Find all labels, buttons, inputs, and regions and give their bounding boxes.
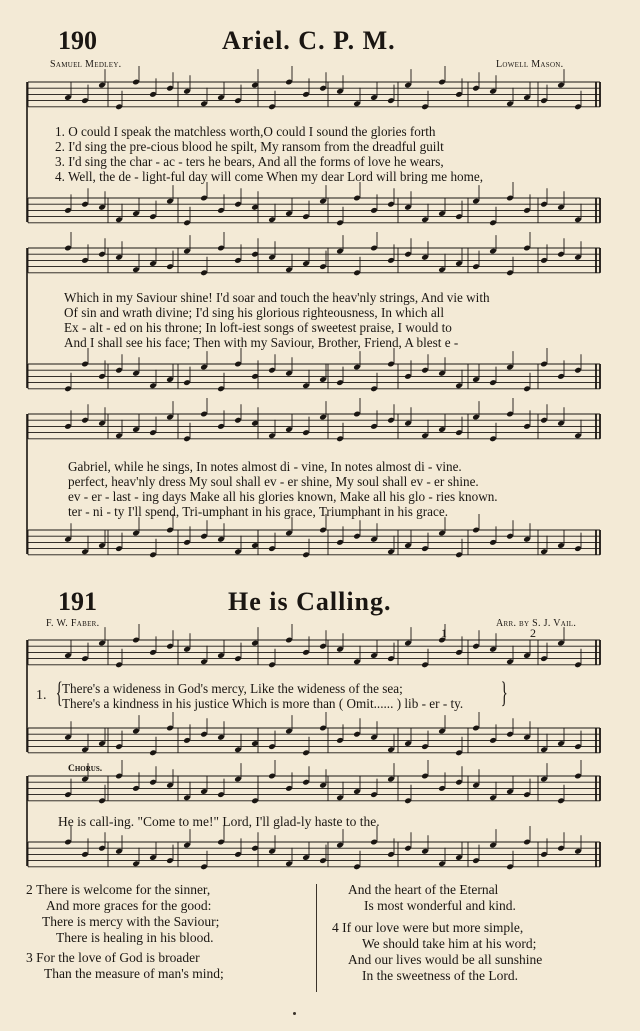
hymn-title: Ariel. C. P. M.: [222, 26, 396, 55]
verse-line: Than the measure of man's mind;: [44, 966, 224, 981]
verse-line: There is healing in his blood.: [56, 930, 214, 945]
lyrics-block-3: [68, 459, 498, 519]
lyric-line: There's a kindness in his justice Which is more than ( Omit...... ) lib - er - ty.: [62, 696, 464, 711]
lyric-line: And I shall see his face; Then with my Saviour, Brother, Friend, A blest e -: [64, 335, 459, 350]
hymn-arranger: Arr. by S. J. Vail.: [496, 618, 577, 629]
verse-number: 3: [26, 950, 33, 965]
lyric-line: 3. I'd sing the char - ac - ters he bears, And all the forms of love he wears,: [55, 154, 444, 169]
hymn-composer: Lowell Mason.: [496, 59, 564, 70]
first-ending-label: 1: [441, 626, 447, 640]
verse-line: There is welcome for the sinner,: [36, 882, 211, 897]
verse-line: In the sweetness of the Lord.: [362, 968, 518, 983]
verse-line: We should take him at his word;: [362, 936, 537, 951]
lyric-line: Ex - alt - ed on his throne; In loft-iest songs of sweetest praise, I would to: [64, 320, 452, 335]
verse-line: And the heart of the Eternal: [348, 882, 499, 897]
lyric-line: 4. Well, the de - light-ful day will come When my dear Lord will bring me home,: [55, 169, 484, 184]
lyrics-block-191: [62, 681, 463, 711]
lyrics-block-2: [64, 290, 490, 350]
lyric-line: 1. O could I speak the matchless worth,O could I sound the glories forth: [55, 124, 436, 139]
column-divider: [316, 884, 317, 992]
verse-number: 2: [26, 882, 33, 897]
hymn-author: F. W. Faber.: [46, 618, 100, 629]
page-mark: [293, 1012, 296, 1015]
verse-line: There is mercy with the Saviour;: [42, 914, 220, 929]
verse-3-continued: [348, 882, 516, 914]
verse-line: If our love were but more simple,: [342, 920, 524, 935]
verse-number: 4: [332, 920, 339, 935]
hymn-author: Samuel Medley.: [50, 59, 122, 70]
verse-line: For the love of God is broader: [36, 950, 200, 965]
hymn-number: 191: [58, 587, 97, 616]
lyric-line: 2. I'd sing the pre-cious blood he spilt, My ransom from the dreadful guilt: [55, 139, 444, 154]
verse-3: [26, 950, 224, 982]
hymn-number: 190: [58, 26, 97, 55]
brace-right: }: [500, 676, 508, 709]
verse-line: And our lives would be all sunshine: [348, 952, 543, 967]
lyric-line: ev - er - last - ing days Make all his glories known, Make all his glo - ries known.: [68, 489, 498, 504]
verse-number: 1.: [36, 688, 47, 703]
lyric-line: Which in my Saviour shine! I'd soar and touch the heav'nly strings, And vie with: [64, 290, 490, 305]
lyric-line: Gabriel, while he sings, In notes almost di - vine, In notes almost di - vine.: [68, 459, 462, 474]
brace-left: {: [55, 676, 63, 709]
hymn-title: He is Calling.: [228, 587, 392, 616]
verse-2: [26, 882, 219, 946]
lyric-line: Of sin and wrath divine; I'd sing his glorious righteousness, In which all: [64, 305, 445, 320]
lyrics-block-1: [55, 124, 483, 184]
lyric-line: There's a wideness in God's mercy, Like the wideness of the sea;: [62, 681, 403, 696]
lyric-line: ter - ni - ty I'll spend, Tri-umphant in his grace, Triumphant in his grace.: [68, 504, 449, 519]
chorus-label: Chorus.: [68, 764, 103, 774]
verse-line: Is most wonderful and kind.: [364, 898, 516, 913]
verse-line: And more graces for the good:: [46, 898, 212, 913]
chorus-lyrics: He is call-ing. "Come to me!" Lord, I'll glad-ly haste to the.: [58, 814, 380, 829]
verse-4: [332, 920, 542, 984]
lyric-line: perfect, heav'nly dress My soul shall ev - er shine, My soul shall ev - er shine.: [68, 474, 479, 489]
second-ending-label: 2: [530, 626, 536, 640]
